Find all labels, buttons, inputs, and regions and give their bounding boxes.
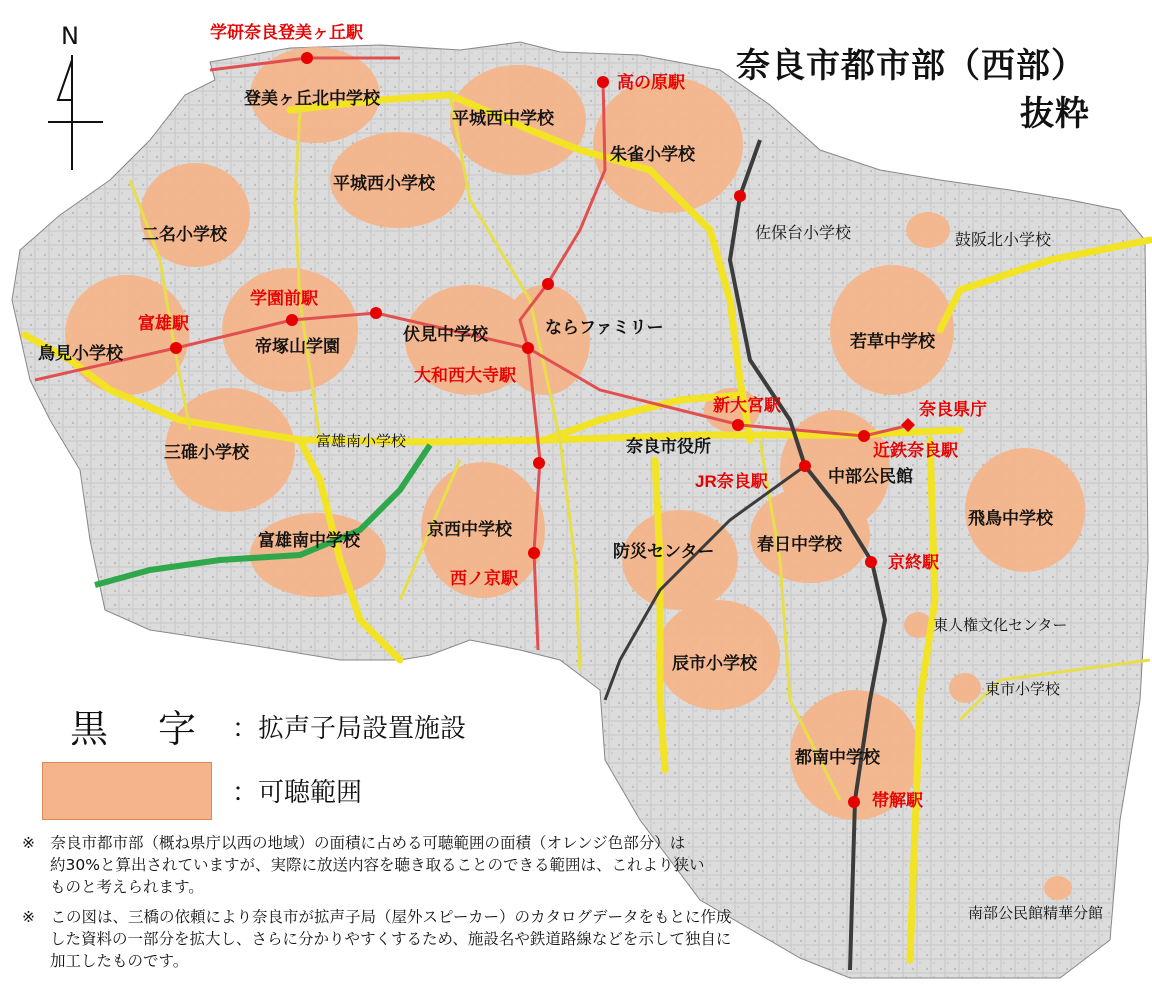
- coverage-area: [830, 265, 954, 395]
- north-label: N: [61, 22, 79, 50]
- footnote-line: ※ この図は、三橋の依頼により奈良市が拡声子局（屋外スピーカー）のカタログデータをもとに作成: [22, 908, 732, 926]
- legend-coverage-desc: ：可聴範囲: [232, 778, 363, 808]
- footnote-line: 約30%と算出されていますが、実際に放送内容を聴き取ることのできる範囲は、これより狭い: [50, 856, 705, 874]
- station-marker: [286, 314, 298, 326]
- facility-label: 東市小学校: [985, 681, 1061, 698]
- station-label: 西ノ京駅: [450, 569, 518, 588]
- map-subtitle: 抜粋: [1020, 94, 1090, 134]
- facility-label: 登美ヶ丘北中学校: [244, 89, 380, 108]
- facility-label: 若草中学校: [850, 332, 935, 351]
- footnote-1: [22, 832, 782, 898]
- legend-black-text-desc: ：拡声子局設置施設: [232, 714, 467, 744]
- north-arrow: [48, 55, 103, 170]
- facility-label: 東人権文化センター: [933, 617, 1068, 634]
- facility-label: 京西中学校: [427, 520, 512, 539]
- facility-label: 平城西小学校: [333, 174, 435, 193]
- coverage-area: [949, 673, 981, 703]
- facility-label: 鼓阪北小学校: [955, 232, 1052, 249]
- station-marker: [799, 460, 811, 472]
- station-marker: [370, 307, 382, 319]
- station-label: JR奈良駅: [695, 472, 768, 491]
- facility-label: 帝塚山学園: [255, 337, 340, 356]
- station-marker: [732, 419, 744, 431]
- facility-label: 都南中学校: [795, 748, 880, 767]
- station-marker: [865, 556, 877, 568]
- facility-label: 防災センター: [613, 542, 715, 561]
- map-title: 奈良市都市部（西部）: [736, 46, 1086, 86]
- station-label: 帯解駅: [872, 791, 923, 810]
- facility-label: 佐保台小学校: [755, 225, 852, 242]
- footnote-2: [22, 906, 812, 972]
- station-marker: [170, 342, 182, 354]
- station-marker: [301, 52, 313, 64]
- facility-label: 辰市小学校: [672, 654, 757, 673]
- coverage-area: [906, 212, 950, 248]
- station-marker: [734, 190, 746, 202]
- facility-label: 三碓小学校: [164, 443, 249, 462]
- station-marker: [848, 796, 860, 808]
- station-marker: [597, 76, 609, 88]
- facility-label: 平城西中学校: [452, 109, 554, 128]
- station-label: 高の原駅: [617, 73, 685, 92]
- station-label: 新大宮駅: [713, 396, 781, 415]
- facility-label: ならファミリー: [545, 318, 664, 337]
- station-marker: [858, 430, 870, 442]
- station-marker: [528, 547, 540, 559]
- footnote-line: ものと考えられます。: [50, 878, 204, 896]
- facility-label: 二名小学校: [142, 225, 227, 244]
- facility-label: 奈良市役所: [626, 437, 711, 456]
- facility-label: 飛鳥中学校: [968, 509, 1053, 528]
- footnote-line: ※ 奈良市都市部（概ね県庁以西の地域）の面積に占める可聴範囲の面積（オレンジ色部分）は: [22, 834, 686, 852]
- coverage-area: [222, 268, 358, 392]
- facility-label: 朱雀小学校: [610, 145, 695, 164]
- facility-label: 富雄南小学校: [316, 433, 407, 450]
- facility-label: 中部公民館: [828, 467, 913, 486]
- station-label: 学園前駅: [250, 289, 318, 308]
- facility-label: 春日中学校: [757, 535, 842, 554]
- facility-label: 南部公民館精華分館: [968, 905, 1104, 922]
- facility-label: 伏見中学校: [403, 325, 488, 344]
- coverage-area: [65, 275, 189, 395]
- station-marker: [522, 342, 534, 354]
- station-marker: [533, 457, 545, 469]
- facility-label: 富雄南中学校: [258, 531, 360, 550]
- station-marker: [542, 278, 554, 290]
- landmark-label: 奈良県庁: [919, 400, 987, 419]
- coverage-area: [1044, 876, 1072, 900]
- station-label: 富雄駅: [138, 314, 189, 333]
- station-label: 近鉄奈良駅: [873, 441, 958, 460]
- legend-black-text-key: 黒 字: [70, 709, 203, 751]
- facility-label: 鳥見小学校: [38, 344, 123, 363]
- station-label: 学研奈良登美ヶ丘駅: [210, 23, 363, 42]
- footnote-line: 加工したものです。: [50, 952, 189, 970]
- footnote-line: した資料の一部分を拡大し、さらに分かりやすくするため、施設名や鉄道路線などを示して独自に: [50, 930, 732, 948]
- station-label: 京終駅: [888, 553, 939, 572]
- legend-coverage-swatch: [42, 762, 212, 820]
- station-label: 大和西大寺駅: [414, 366, 516, 385]
